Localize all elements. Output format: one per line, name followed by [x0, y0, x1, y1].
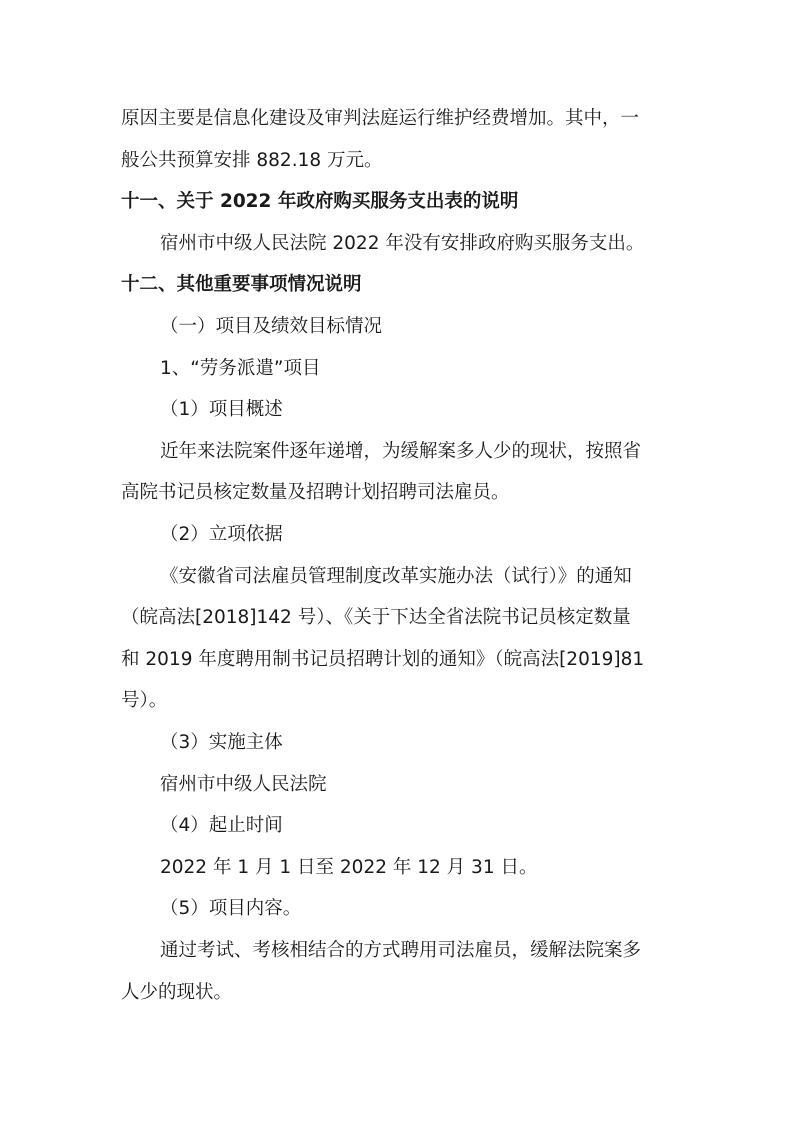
item-subheading: （3）实施主体 [160, 732, 283, 753]
section-heading-12: 十二、其他重要事项情况说明 [121, 274, 362, 295]
paragraph-line: 人少的现状。 [121, 982, 233, 1003]
paragraph-line: （皖高法[2018]142 号）、《关于下达全省法院书记员核定数量 [121, 607, 631, 628]
paragraph-line: 宿州市中级人民法院 [160, 774, 327, 795]
item-subheading: （5）项目内容。 [160, 898, 302, 919]
paragraph-line: 号）。 [121, 690, 168, 711]
paragraph-line: 和 2019 年度聘用制书记员招聘计划的通知》（皖高法[2019]81 [121, 649, 645, 670]
item-subheading: （2）立项依据 [160, 524, 283, 545]
paragraph-line: 近年来法院案件逐年递增，为缓解案多人少的现状，按照省 [160, 441, 642, 462]
paragraph-line: 宿州市中级人民法院 2022 年没有安排政府购买服务支出。 [160, 233, 645, 254]
subsection-heading: （一）项目及绩效目标情况 [160, 316, 383, 337]
paragraph-line: 2022 年 1 月 1 日至 2022 年 12 月 31 日。 [160, 857, 538, 878]
paragraph-line: 高院书记员核定数量及招聘计划招聘司法雇员。 [121, 482, 510, 503]
paragraph-line: 《安徽省司法雇员管理制度改革实施办法（试行）》的通知 [160, 566, 632, 587]
section-heading-11: 十一、关于 2022 年政府购买服务支出表的说明 [121, 191, 519, 212]
paragraph-line: 原因主要是信息化建设及审判法庭运行维护经费增加。其中，一 [121, 108, 640, 129]
paragraph-line: 通过考试、考核相结合的方式聘用司法雇员，缓解法院案多 [160, 940, 642, 961]
item-heading: 1、“劳务派遣”项目 [160, 358, 321, 379]
item-subheading: （1）项目概述 [160, 399, 283, 420]
paragraph-line: 般公共预算安排 882.18 万元。 [121, 150, 383, 171]
item-subheading: （4）起止时间 [160, 815, 283, 836]
